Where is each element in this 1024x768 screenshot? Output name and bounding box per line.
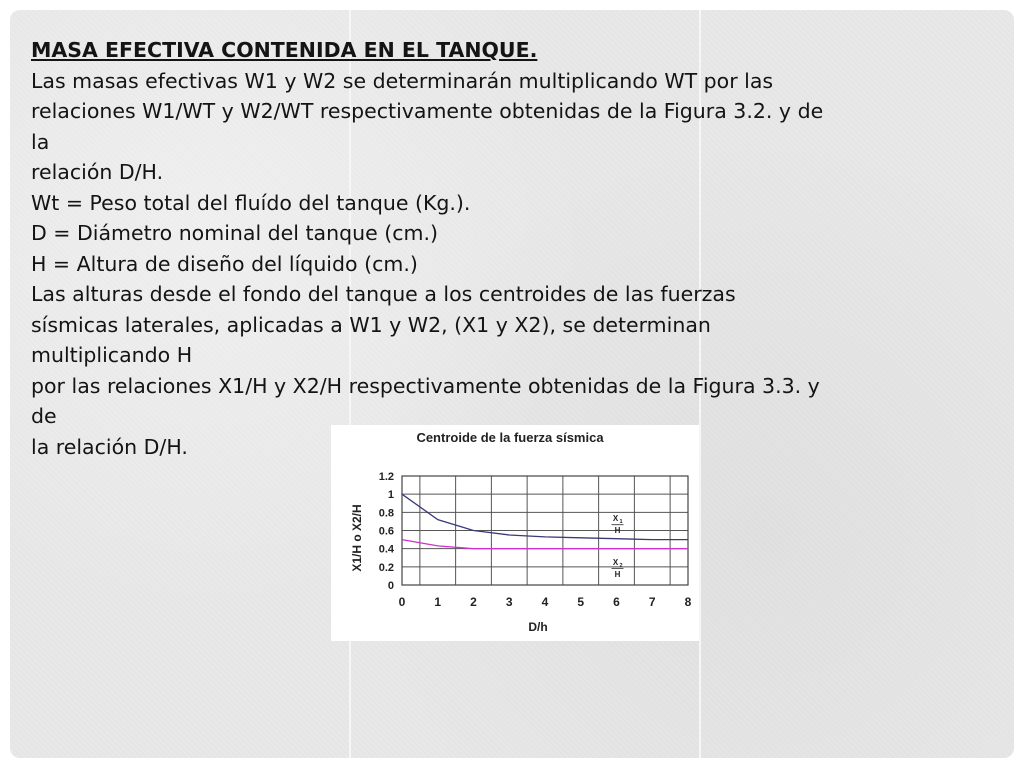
body-line: por las relaciones X1/H y X2/H respectivamente obtenidas de la Figura 3.3. y (31, 373, 820, 398)
chart-title: Centroide de la fuerza sísmica (416, 430, 604, 445)
series-label (612, 558, 624, 579)
body-line: Wt = Peso total del fluído del tanque (Kg.). (31, 190, 471, 215)
body-line: sísmicas laterales, aplicadas a W1 y W2, (X1 y X2), se determinan (31, 312, 711, 337)
series-label-numerator: X (612, 514, 619, 524)
slide-title: MASA EFECTIVA CONTENIDA EN EL TANQUE. (31, 38, 538, 62)
y-tick-label: 0.2 (378, 561, 394, 574)
body-line: D = Diámetro nominal del tanque (cm.) (31, 221, 438, 245)
x-axis-label: D/h (528, 620, 548, 634)
x-tick-label: 7 (648, 595, 656, 609)
body-line: relación D/H. (31, 160, 164, 184)
series-line (402, 540, 688, 549)
body-line: de (31, 404, 57, 428)
x-tick-label: 8 (684, 595, 692, 609)
figure-chart (331, 425, 699, 641)
y-axis-label: X1/H o X2/H (350, 504, 364, 572)
body-line: la (31, 129, 50, 154)
body-line: Las masas efectivas W1 y W2 se determinarán multiplicando WT por las (31, 68, 774, 93)
x-tick-label: 5 (577, 595, 585, 609)
y-tick-label: 0.6 (378, 525, 394, 538)
series-label-denominator: H (614, 526, 621, 536)
y-tick-label: 1 (387, 489, 394, 502)
x-tick-label: 3 (505, 595, 513, 609)
body-line: multiplicando H (31, 343, 193, 367)
series-labels (612, 514, 624, 579)
slide-body (31, 35, 1006, 462)
x-tick-label: 4 (541, 595, 549, 609)
y-tick-label: 0.8 (378, 507, 394, 520)
chart (331, 425, 699, 641)
body-line: Las alturas desde el fondo del tanque a los centroides de las fuerzas (31, 282, 736, 306)
series-label-subscript: 2 (619, 562, 623, 569)
x-tick-label: 1 (434, 595, 442, 609)
chart-series (402, 494, 688, 549)
series-label-subscript: 1 (619, 519, 623, 526)
series-label-denominator: H (614, 569, 621, 579)
y-tick-label: 0 (387, 580, 394, 592)
series-label (612, 514, 624, 535)
body-line: la relación D/H. (31, 434, 188, 459)
slide (10, 10, 1014, 758)
series-line (402, 494, 688, 539)
x-tick-label: 2 (470, 595, 477, 609)
x-tick-label: 0 (398, 595, 406, 609)
chart-grid (402, 476, 688, 585)
y-tick-label: 1.2 (378, 471, 394, 483)
y-tick-label: 0.4 (378, 543, 394, 556)
series-label-numerator: X (612, 557, 619, 567)
body-line: relaciones W1/WT y W2/WT respectivamente obtenidas de la Figura 3.2. y de (31, 99, 824, 123)
x-tick-label: 6 (613, 595, 620, 609)
body-line: H = Altura de diseño del líquido (cm.) (31, 251, 418, 276)
